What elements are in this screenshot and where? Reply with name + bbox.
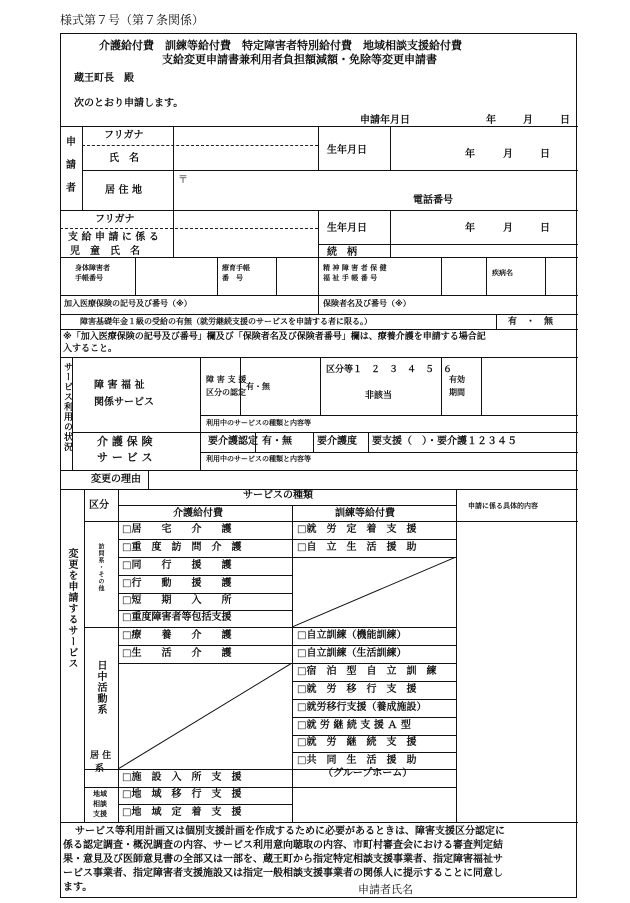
welfare-label-line1: 障 害 福 祉 bbox=[94, 380, 145, 391]
consent-line5: ます。 bbox=[63, 882, 93, 893]
application-date-day: 日 bbox=[560, 115, 570, 126]
kaigo-header: 介護給付費 bbox=[173, 508, 223, 519]
physical-handbook-line1: 身体障害者 bbox=[75, 264, 110, 272]
care-level-label: 要介護度 bbox=[317, 436, 357, 447]
child-birth-day: 日 bbox=[540, 223, 550, 234]
validity-line1: 有効 bbox=[449, 375, 465, 384]
applicant-signature-label: 申請者氏名 bbox=[358, 883, 413, 896]
mental-handbook-line2: 福 祉 手 帳 番 号 bbox=[323, 274, 378, 282]
intro-text: 次のとおり申請します。 bbox=[74, 98, 184, 109]
insurer-label: 保険者名及び番号（※） bbox=[323, 299, 411, 308]
care-level-values: 要支援（ ）・要介護１２３４５ bbox=[372, 436, 517, 447]
service-shuro-keizoku[interactable]: □就 労 継 続 支 援 bbox=[297, 737, 417, 748]
applicant-birth-day: 日 bbox=[540, 149, 550, 160]
welfare-label-line2: 関係サービス bbox=[94, 397, 154, 408]
service-jiritsu-seikatsu[interactable]: □自立訓練（生活訓練） bbox=[297, 648, 407, 659]
applicant-birthdate-label: 生年月日 bbox=[327, 145, 367, 156]
not-applicable-label: 非該当 bbox=[365, 391, 393, 401]
support-category-values: 区分等１ ２ ３ ４ ５ ６ bbox=[326, 365, 453, 375]
services-side-label: 変更を申請するサービス bbox=[66, 548, 77, 669]
consent-line4: ービス事業者、指定障害者支援施設又は指定一般相談支援事業者の関係人に提示することに同意し bbox=[63, 868, 503, 879]
kunren-header: 訓練等給付費 bbox=[335, 508, 395, 519]
applicant-furigana-label: フリガナ bbox=[104, 130, 144, 141]
consent-line1: サービス等利用計画又は個別支援計画を作成するために必要があるときは、障害支援区分認定に bbox=[75, 826, 505, 837]
applicant-side-label-3: 者 bbox=[66, 183, 76, 194]
support-class-line2: 区分の認定 bbox=[206, 388, 246, 397]
disease-label: 疾病名 bbox=[492, 269, 513, 277]
pension-label: 障害基礎年金１級の受給の有無（就労継続支援のサービスを申請する者に限る。） bbox=[80, 317, 372, 326]
addressee: 蔵王町長 殿 bbox=[74, 73, 134, 84]
support-class-yes-no: 有・無 bbox=[246, 382, 270, 391]
service-judo-homon-kaigo[interactable]: □重 度 訪 問 介 護 bbox=[122, 542, 242, 553]
note-line1: ※「加入医療保険の記号及び番号」欄及び「保険者名及び保険者番号」欄は、療養介護を申請する場合記 bbox=[63, 332, 486, 342]
applicant-address-label: 居 住 地 bbox=[105, 185, 142, 196]
child-birth-month: 月 bbox=[503, 223, 513, 234]
child-label-line2: 児 童 氏 名 bbox=[70, 246, 140, 257]
kubun-header: 区分 bbox=[89, 500, 109, 511]
service-seikatsu-kaigo[interactable]: □生 活 介 護 bbox=[122, 648, 232, 659]
applicant-name-label: 氏 名 bbox=[109, 153, 139, 164]
residential-category-line2: 系 bbox=[95, 764, 105, 774]
service-shuro-keizoku-a[interactable]: □就 労 継 続 支 援 Ａ 型 bbox=[297, 720, 411, 731]
service-group-home: （グループホーム） bbox=[323, 768, 413, 779]
ryoiku-handbook-line2: 番 号 bbox=[222, 274, 243, 282]
applicant-birth-month: 月 bbox=[503, 149, 513, 160]
service-shuro-iko[interactable]: □就 労 移 行 支 援 bbox=[297, 684, 417, 695]
application-date-month: 月 bbox=[523, 115, 533, 126]
service-chiiki-teichaku[interactable]: □地 域 定 着 支 援 bbox=[122, 807, 242, 818]
relation-label: 続 柄 bbox=[327, 247, 357, 258]
care-insurance-line1: 介 護 保 険 bbox=[97, 435, 153, 448]
detail-header: 申請に係る具体的内容 bbox=[468, 502, 538, 510]
child-furigana-label: フリガナ bbox=[95, 214, 135, 225]
child-birth-year: 年 bbox=[465, 223, 475, 234]
child-birthdate-label: 生年月日 bbox=[327, 223, 367, 234]
care-cert-label: 要介護認定 bbox=[208, 436, 258, 447]
validity-line2: 期間 bbox=[449, 388, 465, 397]
care-insurance-line2: サ ー ビ ス bbox=[97, 451, 153, 464]
care-in-use-label: 利用中のサービスの種類と内容等 bbox=[206, 455, 311, 463]
medical-insurance-label: 加入医療保険の記号及び番号（※） bbox=[64, 299, 192, 308]
care-cert-yes-no: 有・無 bbox=[262, 436, 292, 447]
support-class-line1: 障 害 支 援 bbox=[206, 375, 247, 384]
note-line2: 入すること。 bbox=[63, 344, 118, 354]
physical-handbook-line2: 手帳番号 bbox=[75, 274, 103, 282]
local-category-line3: 支援 bbox=[93, 810, 107, 818]
pension-yes-no: 有 ・ 無 bbox=[508, 317, 554, 327]
visit-kunren-strike bbox=[292, 557, 456, 627]
service-types-header: サービスの種類 bbox=[243, 490, 313, 501]
consent-line2: 係る認定調査・概況調査の内容、サービス利用意向聴取の内容、市町村審査会における審査判定結 bbox=[63, 840, 503, 851]
service-ryoyo-kaigo[interactable]: □療 養 介 護 bbox=[122, 630, 232, 641]
application-date-label: 申請年月日 bbox=[360, 115, 410, 126]
service-kyodo-seikatsu[interactable]: □共 同 生 活 援 助 bbox=[297, 755, 417, 766]
service-kodo-engo[interactable]: □行 動 援 護 bbox=[122, 578, 232, 589]
applicant-birth-year: 年 bbox=[465, 149, 475, 160]
mental-handbook-line1: 精 神 障 害 者 保 健 bbox=[323, 264, 387, 272]
service-tanki-nyusho[interactable]: □短 期 入 所 bbox=[122, 595, 232, 606]
application-date-year: 年 bbox=[486, 115, 496, 126]
service-jiritsu-seikatsu-engo[interactable]: □自 立 生 活 援 助 bbox=[297, 542, 417, 553]
residential-category-line1: 居 住 bbox=[90, 751, 112, 761]
day-kaigo-strike bbox=[118, 663, 292, 769]
form-title-line2: 支給変更申請書兼利用者負担額減額・免除等変更申請書 bbox=[162, 53, 437, 66]
form-number: 様式第７号（第７条関係） bbox=[60, 13, 205, 27]
day-category-label: 日中活動系 bbox=[95, 660, 106, 715]
child-label-line1: 支 給 申 請 に 係 る bbox=[68, 232, 159, 243]
applicant-side-label-2: 請 bbox=[66, 160, 76, 171]
local-category-line1: 地域 bbox=[93, 790, 107, 798]
service-shuro-teichaku[interactable]: □就 労 定 着 支 援 bbox=[297, 524, 417, 535]
welfare-in-use-label: 利用中のサービスの種類と内容等 bbox=[206, 419, 311, 427]
consent-line3: 果・意見及び医師意見書の全部又は一部を、蔵王町から指定特定相談支援事業者、指定障害福祉サ bbox=[63, 854, 503, 865]
service-judo-hokatsu[interactable]: □重度障害者等包括支援 bbox=[122, 612, 232, 623]
service-doko-engo[interactable]: □同 行 援 護 bbox=[122, 560, 232, 571]
phone-label: 電話番号 bbox=[413, 195, 453, 206]
visit-category-label: 訪問系・その他 bbox=[97, 543, 104, 592]
applicant-side-label-1: 申 bbox=[66, 137, 76, 148]
local-category-line2: 相談 bbox=[93, 800, 107, 808]
service-shisetsu-nyusho[interactable]: □施 設 入 所 支 援 bbox=[122, 772, 242, 783]
service-shukuhaku-jiritsu[interactable]: □宿 泊 型 自 立 訓 練 bbox=[297, 666, 437, 677]
usage-side-label: サービス利用の状況 bbox=[62, 362, 72, 452]
service-kyotaku-kaigo[interactable]: □居 宅 介 護 bbox=[122, 524, 232, 535]
service-chiiki-iko[interactable]: □地 域 移 行 支 援 bbox=[122, 789, 242, 800]
service-jiritsu-kino[interactable]: □自立訓練（機能訓練） bbox=[297, 630, 407, 641]
service-shuro-iko-yosei[interactable]: □就労移行支援（養成施設） bbox=[297, 702, 427, 713]
form-title-line1: 介護給付費 訓練等給付費 特定障害者特別給付費 地域相談支援給付費 bbox=[99, 39, 462, 52]
postal-mark: 〒 bbox=[178, 175, 188, 186]
ryoiku-handbook-line1: 療育手帳 bbox=[222, 264, 250, 272]
change-reason-label: 変更の理由 bbox=[91, 474, 141, 485]
